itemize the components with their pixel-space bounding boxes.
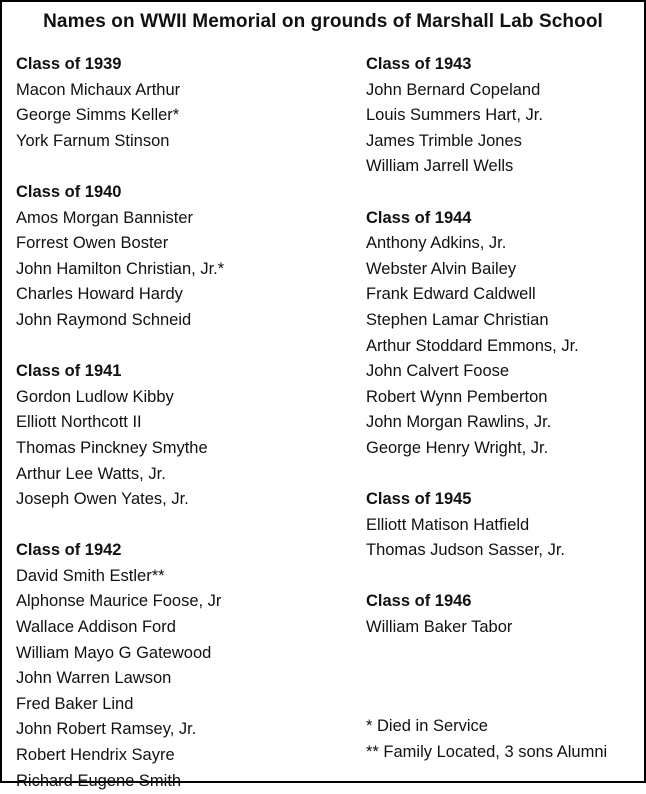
memorial-name: Elliott Matison Hatfield xyxy=(366,515,530,534)
class-block xyxy=(16,52,224,154)
class-spacer xyxy=(16,513,224,539)
class-block xyxy=(366,52,579,180)
memorial-name: James Trimble Jones xyxy=(366,131,522,150)
memorial-name: Gordon Ludlow Kibby xyxy=(16,387,174,406)
footnote-died-in-service: * Died in Service xyxy=(366,717,488,735)
memorial-name: John Robert Ramsey, Jr. xyxy=(16,720,197,739)
class-spacer xyxy=(366,462,579,488)
class-block xyxy=(16,359,224,513)
memorial-name: Frank Edward Caldwell xyxy=(366,285,536,304)
class-spacer xyxy=(366,180,579,206)
class-block xyxy=(366,487,579,564)
class-heading: Class of 1940 xyxy=(16,182,122,201)
footnotes xyxy=(366,714,607,765)
class-block xyxy=(366,589,579,640)
memorial-name: Robert Hendrix Sayre xyxy=(16,746,175,765)
right-column xyxy=(366,52,579,641)
class-spacer xyxy=(366,564,579,590)
memorial-name: John Hamilton Christian, Jr.* xyxy=(16,259,225,278)
document-title: Names on WWII Memorial on grounds of Marshall Lab School xyxy=(43,11,603,32)
memorial-name: Forrest Owen Boster xyxy=(16,234,169,253)
memorial-name: Arthur Lee Watts, Jr. xyxy=(16,464,166,483)
memorial-name: Wallace Addison Ford xyxy=(16,618,176,637)
memorial-name: William Jarrell Wells xyxy=(366,157,514,176)
memorial-name: George Simms Keller* xyxy=(16,106,180,125)
class-spacer xyxy=(16,154,224,180)
class-heading: Class of 1945 xyxy=(366,490,472,509)
memorial-name: John Bernard Copeland xyxy=(366,80,541,99)
memorial-name: Joseph Owen Yates, Jr. xyxy=(16,490,189,509)
memorial-name: Amos Morgan Bannister xyxy=(16,208,193,227)
memorial-name: John Raymond Schneid xyxy=(16,310,192,329)
memorial-name: Elliott Northcott II xyxy=(16,413,142,432)
memorial-name: John Morgan Rawlins, Jr. xyxy=(366,413,552,432)
memorial-name: Richard Eugene Smith xyxy=(16,771,182,790)
memorial-name: Anthony Adkins, Jr. xyxy=(366,234,507,253)
class-block xyxy=(16,538,224,794)
memorial-name: Fred Baker Lind xyxy=(16,694,134,713)
memorial-name: John Calvert Foose xyxy=(366,362,510,381)
memorial-name: Macon Michaux Arthur xyxy=(16,80,181,99)
footnote-family-located: ** Family Located, 3 sons Alumni xyxy=(366,742,608,761)
memorial-name: John Warren Lawson xyxy=(16,669,172,688)
memorial-name: Charles Howard Hardy xyxy=(16,285,183,304)
class-heading: Class of 1941 xyxy=(16,362,122,381)
class-heading: Class of 1946 xyxy=(366,592,472,611)
class-heading: Class of 1939 xyxy=(16,55,122,73)
memorial-name: David Smith Estler** xyxy=(16,566,165,585)
class-heading: Class of 1943 xyxy=(366,55,472,73)
memorial-name: Stephen Lamar Christian xyxy=(366,310,549,329)
class-block xyxy=(366,206,579,462)
memorial-name: Arthur Stoddard Emmons, Jr. xyxy=(366,336,579,355)
memorial-name: Alphonse Maurice Foose, Jr xyxy=(16,592,222,611)
memorial-name: Robert Wynn Pemberton xyxy=(366,387,548,406)
class-spacer xyxy=(16,334,224,360)
memorial-name: Webster Alvin Bailey xyxy=(366,259,517,278)
memorial-name: George Henry Wright, Jr. xyxy=(366,438,549,457)
memorial-name: Thomas Judson Sasser, Jr. xyxy=(366,541,566,560)
memorial-name: York Farnum Stinson xyxy=(16,131,170,150)
class-block xyxy=(16,180,224,334)
class-heading: Class of 1944 xyxy=(366,208,472,227)
memorial-name: Louis Summers Hart, Jr. xyxy=(366,106,543,125)
memorial-name: William Baker Tabor xyxy=(366,618,513,637)
memorial-name: Thomas Pinckney Smythe xyxy=(16,438,208,457)
memorial-name: William Mayo G Gatewood xyxy=(16,643,212,662)
class-heading: Class of 1942 xyxy=(16,541,122,560)
left-column xyxy=(16,52,224,794)
